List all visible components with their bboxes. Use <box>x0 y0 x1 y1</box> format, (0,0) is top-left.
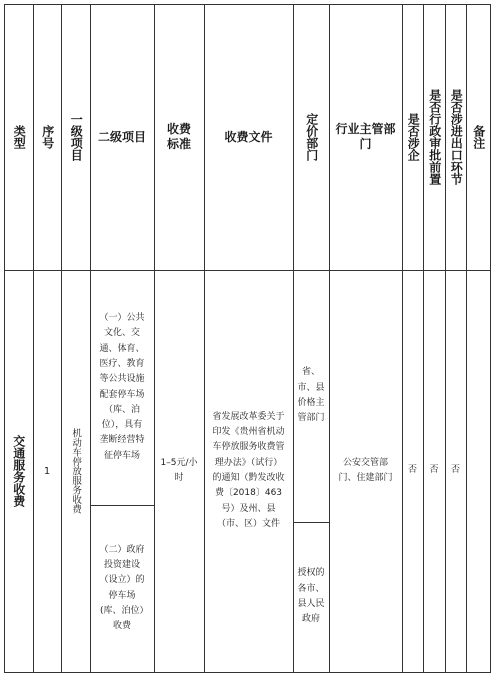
row-admin-approval: 否 <box>429 465 439 476</box>
row-level1: 机动车停放服务收费 <box>70 428 82 514</box>
row-level2-public-facilities: （一）公共文化、交通、体育、医疗、教育等公共设施配套停车场（库、泊位），具有垄断经营特征停车场 <box>99 313 145 461</box>
header-level2: 二级项目 <box>97 129 146 144</box>
row-level2-government-built: （二）政府投资建设（设立）的停车场(库、泊位）收费 <box>99 544 145 632</box>
header-industry-dept: 行业主管部门 <box>335 122 396 151</box>
row-industry-dept: 公安交管部门、住建部门 <box>338 457 393 483</box>
header-pricing-dept: 定价部门 <box>304 113 319 161</box>
row-seq: 1 <box>43 465 51 477</box>
header-document: 收费文件 <box>224 129 273 144</box>
header-seq: 序号 <box>40 125 55 149</box>
header-standard: 收费标准 <box>166 122 191 151</box>
header-level1: 一级项目 <box>69 113 84 161</box>
header-import-export: 是否涉进出口环节 <box>449 89 464 185</box>
header-type: 类型 <box>12 125 27 149</box>
header-is-enterprise: 是否涉企 <box>406 113 421 161</box>
rule-col-12 <box>490 4 491 673</box>
row-type: 交通服务收费 <box>11 435 26 507</box>
rule-bottom <box>4 672 490 673</box>
row-document: 省发展改革委关于印发《贵州省机动车停放服务收费管理办法》（试行）的通知（黔发改收费〔2018〕463号）及州、县（市、区）文件 <box>212 411 285 529</box>
header-remark: 备注 <box>471 125 486 149</box>
row-standard: 1–5元/小时 <box>160 457 198 483</box>
row-pricing-dept-price-authority: 省、市、县价格主管部门 <box>297 367 325 424</box>
row-is-enterprise: 否 <box>407 465 417 476</box>
row-import-export: 否 <box>450 465 460 476</box>
row-pricing-dept-authorized-gov: 授权的各市、县人民政府 <box>297 568 325 625</box>
header-admin-approval: 是否行政审批前置 <box>427 89 442 185</box>
